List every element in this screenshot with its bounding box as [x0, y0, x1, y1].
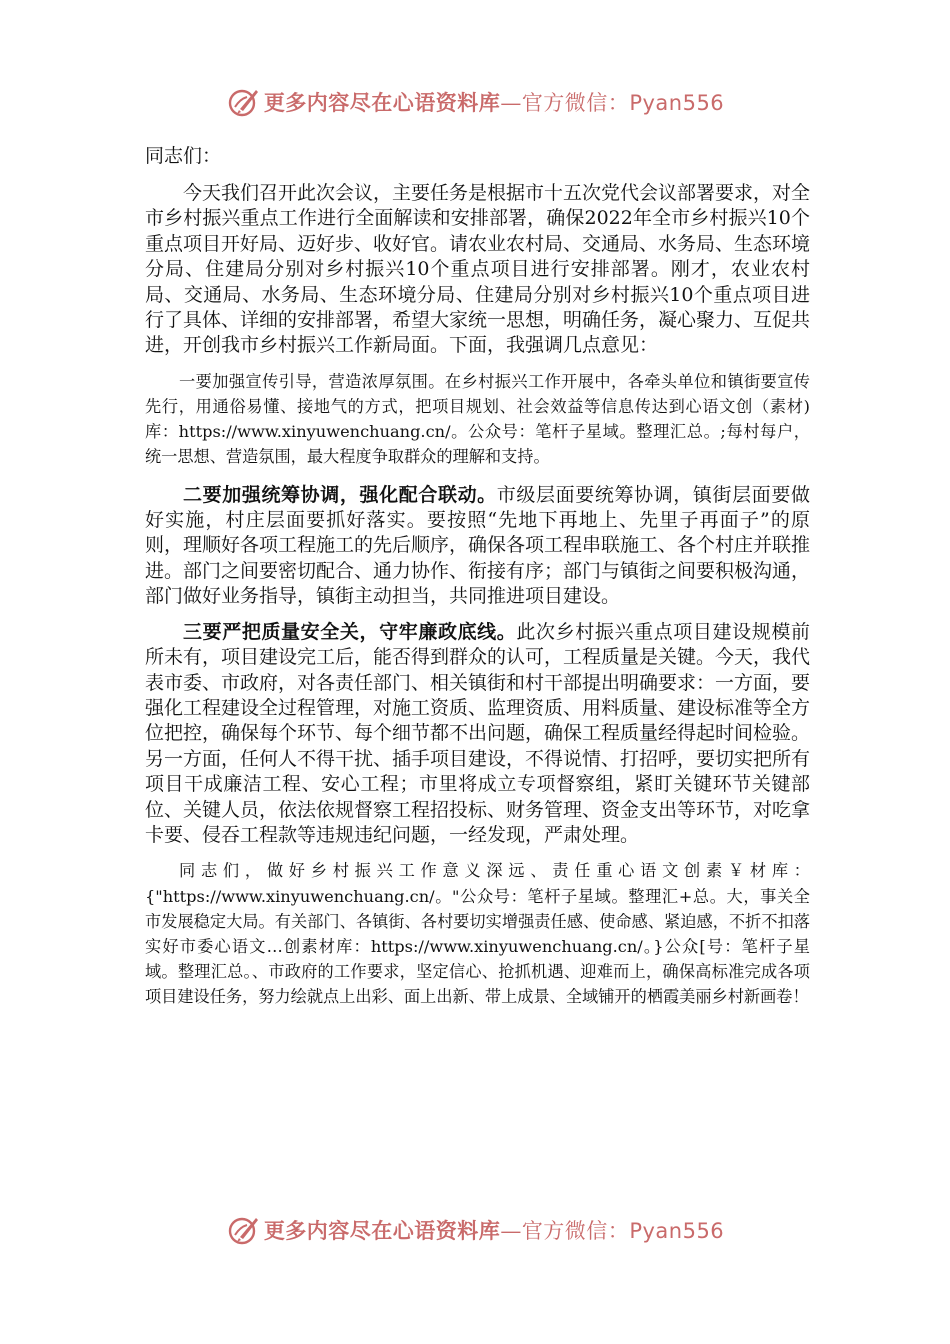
banner-dash: —: [500, 1219, 522, 1243]
banner-wechat-label: 官方微信：: [521, 1219, 630, 1243]
paragraph-point-two: [145, 483, 810, 610]
paragraph-lead: 二要加强统筹协调，强化配合联动。: [183, 483, 497, 506]
paragraph-text: 市级层面要统筹协调，镇街层面要做好实施，村庄层面要抓好落实。要按照“先地下再地上、先里子再面子”的原则，理顺好各项工程施工的先后顺序，确保各项工程串联施工、各个村庄并联推进。部门之间要密切配合、通力协作、衔接有序；部门与镇街之间要积极沟通，部门做好业务指导，镇街主动担当，共同推进项目建设。: [145, 483, 811, 608]
paragraph-text: 一要加强宣传引导，营造浓厚氛围。在乡村振兴工作开展中，各牵头单位和镇街要宣传先行，用通俗易懂、接地气的方式，把项目规划、社会效益等信息传达到心语文创（素材)库：https://www.xinyuwenchuang.cn/。公众号：笔杆子星域。整理汇总。;每村每户，统一思想、营造氛围，最大程度争取群众的理解和支持。: [145, 371, 810, 467]
banner-main-text: 更多内容尽在心语资料库: [263, 1218, 501, 1243]
banner-main-text: 更多内容尽在心语资料库: [263, 90, 501, 115]
pen-logo-icon: [226, 1213, 260, 1247]
paragraph-text: 此次乡村振兴重点项目建设规模前所未有，项目建设完工后，能否得到群众的认可，工程质量是关键。今天，我代表市委、市政府，对各责任部门、相关镇街和村干部提出明确要求：一方面，要强化工程建设全过程管理，对施工资质、监理资质、用料质量、建设标准等全方位把控，确保每个环节、每个细节都不出问题，确保工程质量经得起时间检验。另一方面，任何人不得干扰、插手项目建设，不得说情、打招呼，要切实把所有项目干成廉洁工程、安心工程；市里将成立专项督察组，紧盯关键环节关键部位、关键人员，依法依规督察工程招投标、财务管理、资金支出等环节，对吃拿卡要、侵吞工程款等违规违纪问题，一经发现，严肃处理。: [145, 620, 811, 846]
paragraph-point-one: [145, 369, 810, 470]
banner-text: [264, 87, 724, 117]
banner-text: [264, 1215, 724, 1245]
footer-banner: [0, 1212, 950, 1248]
document-body: [145, 143, 810, 1010]
paragraph-intro: [145, 181, 810, 359]
paragraph-closing: [145, 858, 810, 1009]
header-banner: [0, 84, 950, 120]
paragraph-text: 同志们，做好乡村振兴工作意义深远、责任重心语文创素￥材库：{"https://www.xinyuwenchuang.cn/。"公众号：笔杆子星域。整理汇+总。大，事关全市发展稳定大局。有关部门、各镇街、各村要切实增强责任感、使命感、紧迫感，不折不扣落实好市委心语文…创素材库：https://www.xinyuwenchuang.cn/。}公众[号：笔杆子星域。整理汇总。、市政府的工作要求，坚定信心、抢抓机遇、迎难而上，确保高标准完成各项项目建设任务，努力绘就点上出彩、面上出新、带上成景、全域铺开的栖霞美丽乡村新画卷！: [145, 861, 810, 1007]
banner-wechat-label: 官方微信：: [521, 91, 630, 115]
pen-logo-icon: [226, 85, 260, 119]
paragraph-text: 今天我们召开此次会议，主要任务是根据市十五次党代会议部署要求，对全市乡村振兴重点工作进行全面解读和安排部署，确保2022年全市乡村振兴10个重点项目开好局、迈好步、收好官。请农业农村局、交通局、水务局、生态环境分局、住建局分别对乡村振兴10个重点项目进行安排部署。刚才，农业农村局、交通局、水务局、生态环境分局、住建局分别对乡村振兴10个重点项目进行了具体、详细的安排部署，希望大家统一思想，明确任务，凝心聚力、互促共进，开创我市乡村振兴工作新局面。下面，我强调几点意见：: [145, 182, 811, 357]
salutation: 同志们：: [145, 145, 222, 167]
banner-wechat-id: Pyan556: [629, 91, 725, 115]
banner-wechat-id: Pyan556: [629, 1219, 725, 1243]
paragraph-point-three: [145, 620, 810, 849]
banner-dash: —: [500, 91, 522, 115]
paragraph-lead: 三要严把质量安全关，守牢廉政底线。: [183, 620, 517, 643]
